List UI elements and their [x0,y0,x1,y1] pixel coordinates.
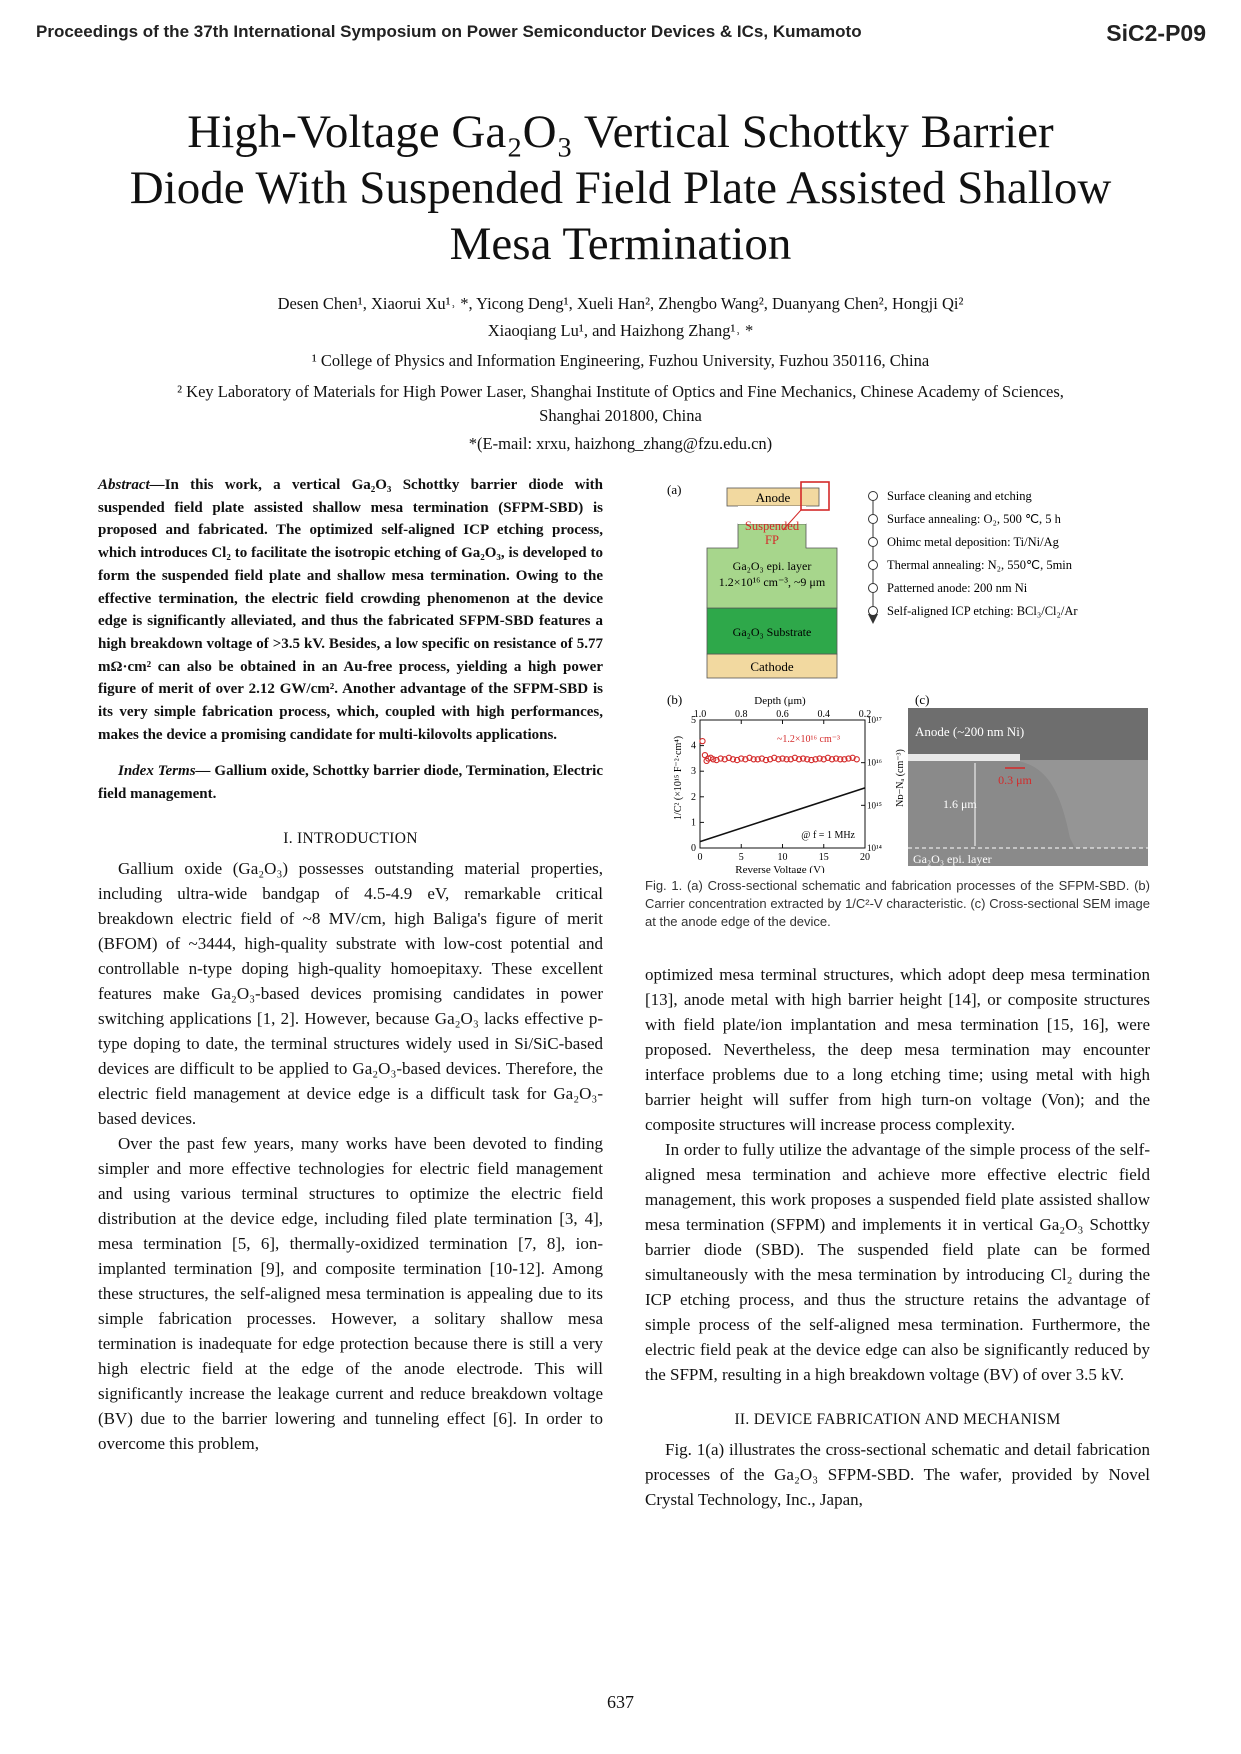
y-left-tick-label: 1 [691,817,696,829]
process-step-marker [869,538,878,547]
x-axis-title: Reverse Voltage (V) [735,864,825,873]
figure-caption: Fig. 1. (a) Cross-sectional schematic and fabrication processes of the SFPM-SBD. (b) Carrier concentration extracted by 1/C²-V characteristic. (c) Cross-sectional SEM image at the anode edge of the device. [645,878,1150,929]
x-tick-label: 5 [738,852,744,863]
proceedings-title: Proceedings of the 37th International Symposium on Power Semiconductor Devices & ICs, Kumamoto [36,22,862,41]
process-step-marker [869,607,878,616]
dim-large-label: 1.6 μm [943,797,977,811]
sem-image [908,708,1148,866]
process-step-label: Surface annealing: O₂, 500 ℃, 5 h [887,512,1061,526]
concentration-annotation: ~1.2×10¹⁶ cm⁻³ [776,734,840,745]
index-terms-text: Gallium oxide, Schottky barrier diode, Termination, Electric field management. [98,763,603,803]
authors-line: Desen Chen¹, Xiaorui Xu¹˒ *, Yicong Deng¹, Xueli Han², Zhengbo Wang², Duanyang Chen², Hongji Qi² [277,294,964,313]
process-step-label: Self-aligned ICP etching: BCl₃/Cl₂/Ar [887,604,1078,618]
process-step-marker [869,515,878,524]
body-paragraph: Fig. 1(a) illustrates the cross-sectional schematic and detail fabrication processes of the Ga₂O₃ SFPM-SBD. The wafer, provided by Novel Crystal Technology, Inc., Japan, [645,1440,1150,1509]
body-paragraph: Gallium oxide (Ga₂O₃) possesses outstanding material properties, including ultra-wide bandgap of 4.5-4.9 eV, remarkable critical breakdown electric field of ~8 MV/cm, high Baliga's figure of merit (BFOM) of ~3444, high-quality substrate with low-cost potential and controllable n-type doping high-quality homoepitaxy. These excellent features make Ga₂O₃-based devices promising candidates in power switching applications [1, 2]. However, because Ga₂O₃ lacks effective p-type doping to date, the terminal structures widely used in Si/SiC-based devices are difficult to be applied to Ga₂O₃-based devices. Therefore, the electric field management at device edge is a difficult task for Ga₂O₃-based devices. [98,858,603,1128]
series-point-concentration [700,739,705,744]
section-heading-introduction: I. INTRODUCTION [283,829,418,847]
abstract-label: Abstract— [98,477,165,493]
sem-layer-label: Ga₂O₃ epi. layer [913,852,992,866]
y-right-tick-label: 10¹⁵ [867,800,882,811]
y-left-tick-label: 5 [691,715,696,726]
body-paragraph: Over the past few years, many works have been devoted to finding simpler and more effective technologies for electric field management and using various terminal structures to optimize the electric field distribution at the device edge, including filed plate termination [3, 4], mesa termination [5, 6], thermally-oxidized termination [7, 8], ion-implanted termination [9], and composite termination [10-12]. Among these structures, the self-aligned mesa termination is appealing due to its simple fabrication processes. However, a solitary shallow mesa termination is inadequate for edge protection because there is still a very high electric field at the edge of the anode electrode. This will significantly increase the leakage current and reduce breakdown voltage (BV) due to the barrier lowering and tunneling effect [6]. In order to overcome this problem, [98,1133,603,1453]
top-axis-title: Depth (μm) [754,695,806,707]
substrate-label: Ga₂O₃ Substrate [732,625,812,639]
author-list [60,290,1181,344]
top-tick-label: 0.8 [735,709,748,720]
index-terms-label: Index Terms— [118,763,211,780]
y-left-tick-label: 3 [691,766,696,778]
x-tick-label: 20 [860,852,870,863]
top-tick-label: 0.6 [776,709,789,720]
process-step-marker [869,561,878,570]
x-tick-label: 0 [697,852,703,863]
body-paragraph: In order to fully utilize the advantage of the simple process of the self-aligned mesa termination and achieve more effective electric field management, this work proposes a suspended field plate assisted shallow mesa termination (SFPM) and implements it in vertical Ga₂O₃ Schottky barrier diode (SBD). The suspended field plate can be formed simultaneously with the mesa termination by introducing Cl₂ during the ICP etching process, and thus the structure retains the advantage of simple process of the self-aligned mesa termination. Furthermore, the electric field peak at the device edge can also be significantly reduced by the SFPM, resulting in a high breakdown voltage (BV) of over 3.5 kV. [645,1140,1150,1384]
process-step-marker [869,584,878,593]
top-tick-label: 0.2 [858,709,872,720]
process-step-label: Thermal annealing: N₂, 550℃, 5min [887,558,1073,572]
affiliation-1: ¹ College of Physics and Information Engineering, Fuzhou University, Fuzhou 350116, China [311,351,930,370]
suspended-fp-label: Suspended [744,519,800,533]
process-step-label: Surface cleaning and etching [887,489,1032,503]
epi-label: Ga₂O₃ epi. layer [732,559,812,573]
index-terms [98,760,603,805]
process-step-label: Patterned anode: 200 nm Ni [887,581,1028,595]
section-heading-device-fabrication: II. DEVICE FABRICATION AND MECHANISM [734,1411,1061,1428]
device-schematic [707,482,837,678]
x-tick-label: 15 [818,852,829,863]
top-tick-label: 0.4 [817,709,830,720]
y-right-axis-title: Nᴅ−Nₐ (cm⁻³) [895,749,906,807]
authors-line: Xiaoqiang Lu¹, and Haizhong Zhang¹˒ * [487,321,754,340]
running-header [36,22,1206,52]
paper-id: SiC2-P09 [1106,20,1206,46]
paper-title [60,104,1181,272]
y-left-tick-label: 4 [691,740,696,752]
process-step-label: Ohimc metal deposition: Ti/Ni/Ag [887,535,1059,549]
title-line: Mesa Termination [449,218,792,270]
y-right-tick-label: 10¹⁶ [867,757,882,768]
panel-c-label: (c) [915,692,930,707]
email: *(E-mail: xrxu, haizhong_zhang@fzu.edu.cn) [468,434,773,453]
title-line: Diode With Suspended Field Plate Assisted Shallow [129,162,1112,214]
page-number: 637 [607,1692,634,1712]
y-left-tick-label: 0 [691,843,696,854]
body-paragraph: optimized mesa terminal structures, which adopt deep mesa termination [13], anode metal with high barrier height [14], or composite structures with field plate/ion implantation and mesa termination [15, 16], were proposed. Nevertheless, the deep mesa termination may encounter interface problems due to a long etching time; using metal with high barrier height will suffer from high turn-on voltage (Von); and the composite structures will increase process complexity. [645,965,1150,1134]
figure-1 [665,478,1165,873]
sem-anode-metal [908,754,1020,761]
left-column [98,474,603,1456]
y-right-tick-label: 10¹⁷ [867,715,882,725]
dim-small-label: 0.3 μm [998,773,1032,787]
abstract-text: In this work, a vertical Ga₂O₃ Schottky barrier diode with suspended field plate assisted shallow mesa termination (SFPM-SBD) is proposed and fabricated. The optimized self-aligned ICP etching process, which introduces Cl₂ to facilitate the isotropic etching of Ga₂O₃, is developed to form the suspended field plate and shallow mesa termination. Owing to the effective termination, the electric field crowding phenomenon at the device edge is significantly alleviated, and thus the fabricated SFPM-SBD features a high breakdown voltage of >3.5 kV. Besides, a low specific on resistance of 5.77 mΩ·cm² can also be obtained in an Au-free process, yielding a high power figure of merit of over 2.12 GW/cm². Another advantage of the SFPM-SBD is its very simple fabrication process, which, coupled with high performances, makes the device a promising candidate for multi-kilovolts applications. [98,477,603,743]
suspended-fp-label: FP [765,533,779,547]
frequency-annotation: @ f = 1 MHz [801,830,855,841]
figure-1-graphic [665,478,1165,873]
affiliation-2-line: Shanghai 201800, China [539,406,702,425]
top-tick-label: 1.0 [693,709,707,720]
y-left-axis-title: 1/C² (×10¹⁵ F⁻²·cm⁴) [673,735,684,821]
panel-a-label: (a) [667,482,682,497]
abstract [98,474,603,746]
anode-label: Anode [755,490,791,505]
sem-anode-label: Anode (~200 nm Ni) [915,724,1025,739]
epi-doping-label: 1.2×10¹⁶ cm⁻³, ~9 μm [718,575,826,589]
process-flow [868,489,1078,624]
y-left-tick-label: 2 [691,791,696,803]
process-step-marker [869,492,878,501]
affiliation-2-line: ² Key Laboratory of Materials for High Power Laser, Shanghai Institute of Optics and Fine Mechanics, Chinese Academy of Sciences, [177,382,1064,401]
y-right-tick-label: 10¹⁴ [867,843,882,853]
cathode-label: Cathode [750,659,794,674]
x-tick-label: 10 [777,852,788,863]
cv-chart [691,709,882,863]
affiliation-2 [60,380,1181,428]
panel-b-label: (b) [667,692,683,707]
right-column [645,962,1150,1512]
title-line: High-Voltage Ga₂O₃ Vertical Schottky Barrier [187,106,1054,158]
